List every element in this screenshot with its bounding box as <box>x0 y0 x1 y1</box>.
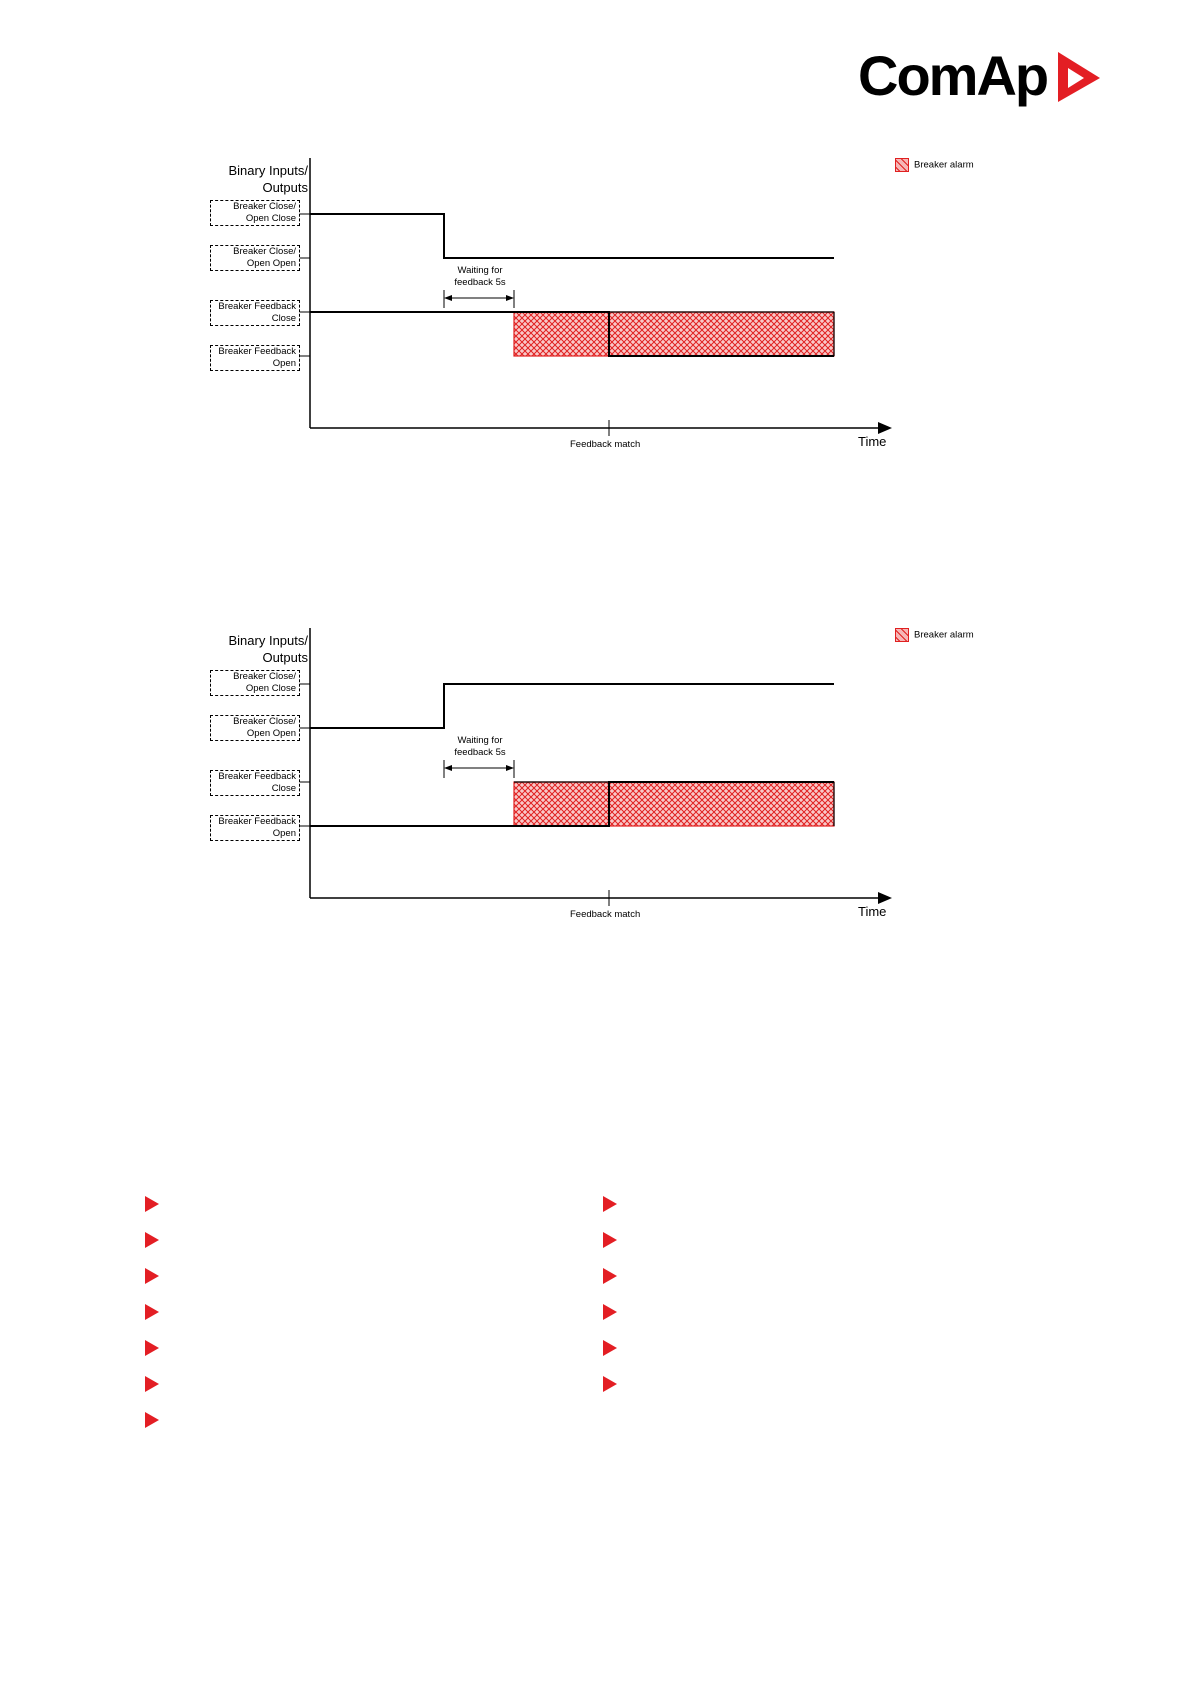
legend-label: Breaker alarm <box>914 629 974 641</box>
logo-text: ComAp <box>858 44 1048 107</box>
signal-label-line: Breaker Feedback <box>218 771 296 782</box>
breaker-alarm-swatch-icon <box>895 158 909 172</box>
comap-logo <box>858 40 1118 112</box>
breaker-alarm-swatch-icon <box>895 628 909 642</box>
red-triangle-bullet-icon <box>603 1232 617 1248</box>
axis-title <box>200 162 308 196</box>
signal-label-breaker-close-open-close <box>210 670 300 696</box>
signal-label-line: Breaker Feedback <box>218 301 296 312</box>
signal-label-line: Breaker Close/ <box>233 246 296 257</box>
signal-close-open <box>310 684 834 728</box>
signal-label-line: Close <box>271 783 296 794</box>
signal-label-line: Open <box>272 358 296 369</box>
feedback-match-label: Feedback match <box>570 909 641 920</box>
red-triangle-bullet-icon <box>603 1376 617 1392</box>
red-triangle-bullet-icon <box>145 1232 159 1248</box>
waiting-label <box>452 265 508 289</box>
red-triangle-bullet-icon <box>145 1340 159 1356</box>
waiting-label-line: feedback 5s <box>454 277 506 288</box>
signal-label-line: Breaker Close/ <box>233 671 296 682</box>
axis-title <box>200 632 308 666</box>
red-triangle-bullet-icon <box>145 1196 159 1212</box>
waiting-label-line: Waiting for <box>457 265 503 276</box>
red-triangle-bullet-icon <box>145 1304 159 1320</box>
signal-label-line: Open Open <box>246 728 296 739</box>
waiting-label <box>452 735 508 759</box>
alarm-region <box>514 782 834 826</box>
axis-title-line-1: Binary Inputs/ <box>228 163 308 178</box>
red-triangle-bullet-icon <box>145 1412 159 1428</box>
signal-label-breaker-feedback-open <box>210 815 300 841</box>
x-axis-arrow-icon <box>878 422 892 434</box>
signal-label-line: Open Close <box>245 213 296 224</box>
signal-label-breaker-close-open-close <box>210 200 300 226</box>
signal-label-breaker-close-open-open <box>210 715 300 741</box>
waiting-label-line: feedback 5s <box>454 747 506 758</box>
signal-label-breaker-feedback-close <box>210 300 300 326</box>
timing-diagram-graphics <box>0 150 1191 480</box>
logo-triangle-icon <box>1054 48 1102 104</box>
axis-title-line-1: Binary Inputs/ <box>228 633 308 648</box>
legend <box>895 158 974 172</box>
red-triangle-bullet-icon <box>603 1340 617 1356</box>
axis-title-line-2: Outputs <box>262 180 308 195</box>
signal-label-line: Close <box>271 313 296 324</box>
signal-label-line: Breaker Close/ <box>233 201 296 212</box>
time-label: Time <box>858 434 887 449</box>
signal-label-line: Breaker Close/ <box>233 716 296 727</box>
signal-label-line: Breaker Feedback <box>218 346 296 357</box>
time-label: Time <box>858 904 887 919</box>
signal-label-breaker-feedback-close <box>210 770 300 796</box>
waiting-label-line: Waiting for <box>457 735 503 746</box>
timing-diagram-open-command <box>0 620 1191 950</box>
axis-title-line-2: Outputs <box>262 650 308 665</box>
signal-label-line: Open <box>272 828 296 839</box>
signal-label-breaker-close-open-open <box>210 245 300 271</box>
red-triangle-bullet-icon <box>145 1376 159 1392</box>
legend <box>895 628 974 642</box>
legend-label: Breaker alarm <box>914 159 974 171</box>
signal-label-line: Open Close <box>245 683 296 694</box>
signal-label-line: Breaker Feedback <box>218 816 296 827</box>
red-triangle-bullet-icon <box>145 1268 159 1284</box>
red-triangle-bullet-icon <box>603 1196 617 1212</box>
feedback-match-label: Feedback match <box>570 439 641 450</box>
x-axis-arrow-icon <box>878 892 892 904</box>
timing-diagram-graphics <box>0 620 1191 950</box>
timing-diagram-close-command <box>0 150 1191 480</box>
alarm-region <box>514 312 834 356</box>
red-triangle-bullet-icon <box>603 1268 617 1284</box>
signal-label-breaker-feedback-open <box>210 345 300 371</box>
signal-label-line: Open Open <box>246 258 296 269</box>
red-triangle-bullet-icon <box>603 1304 617 1320</box>
signal-close-open <box>310 214 834 258</box>
